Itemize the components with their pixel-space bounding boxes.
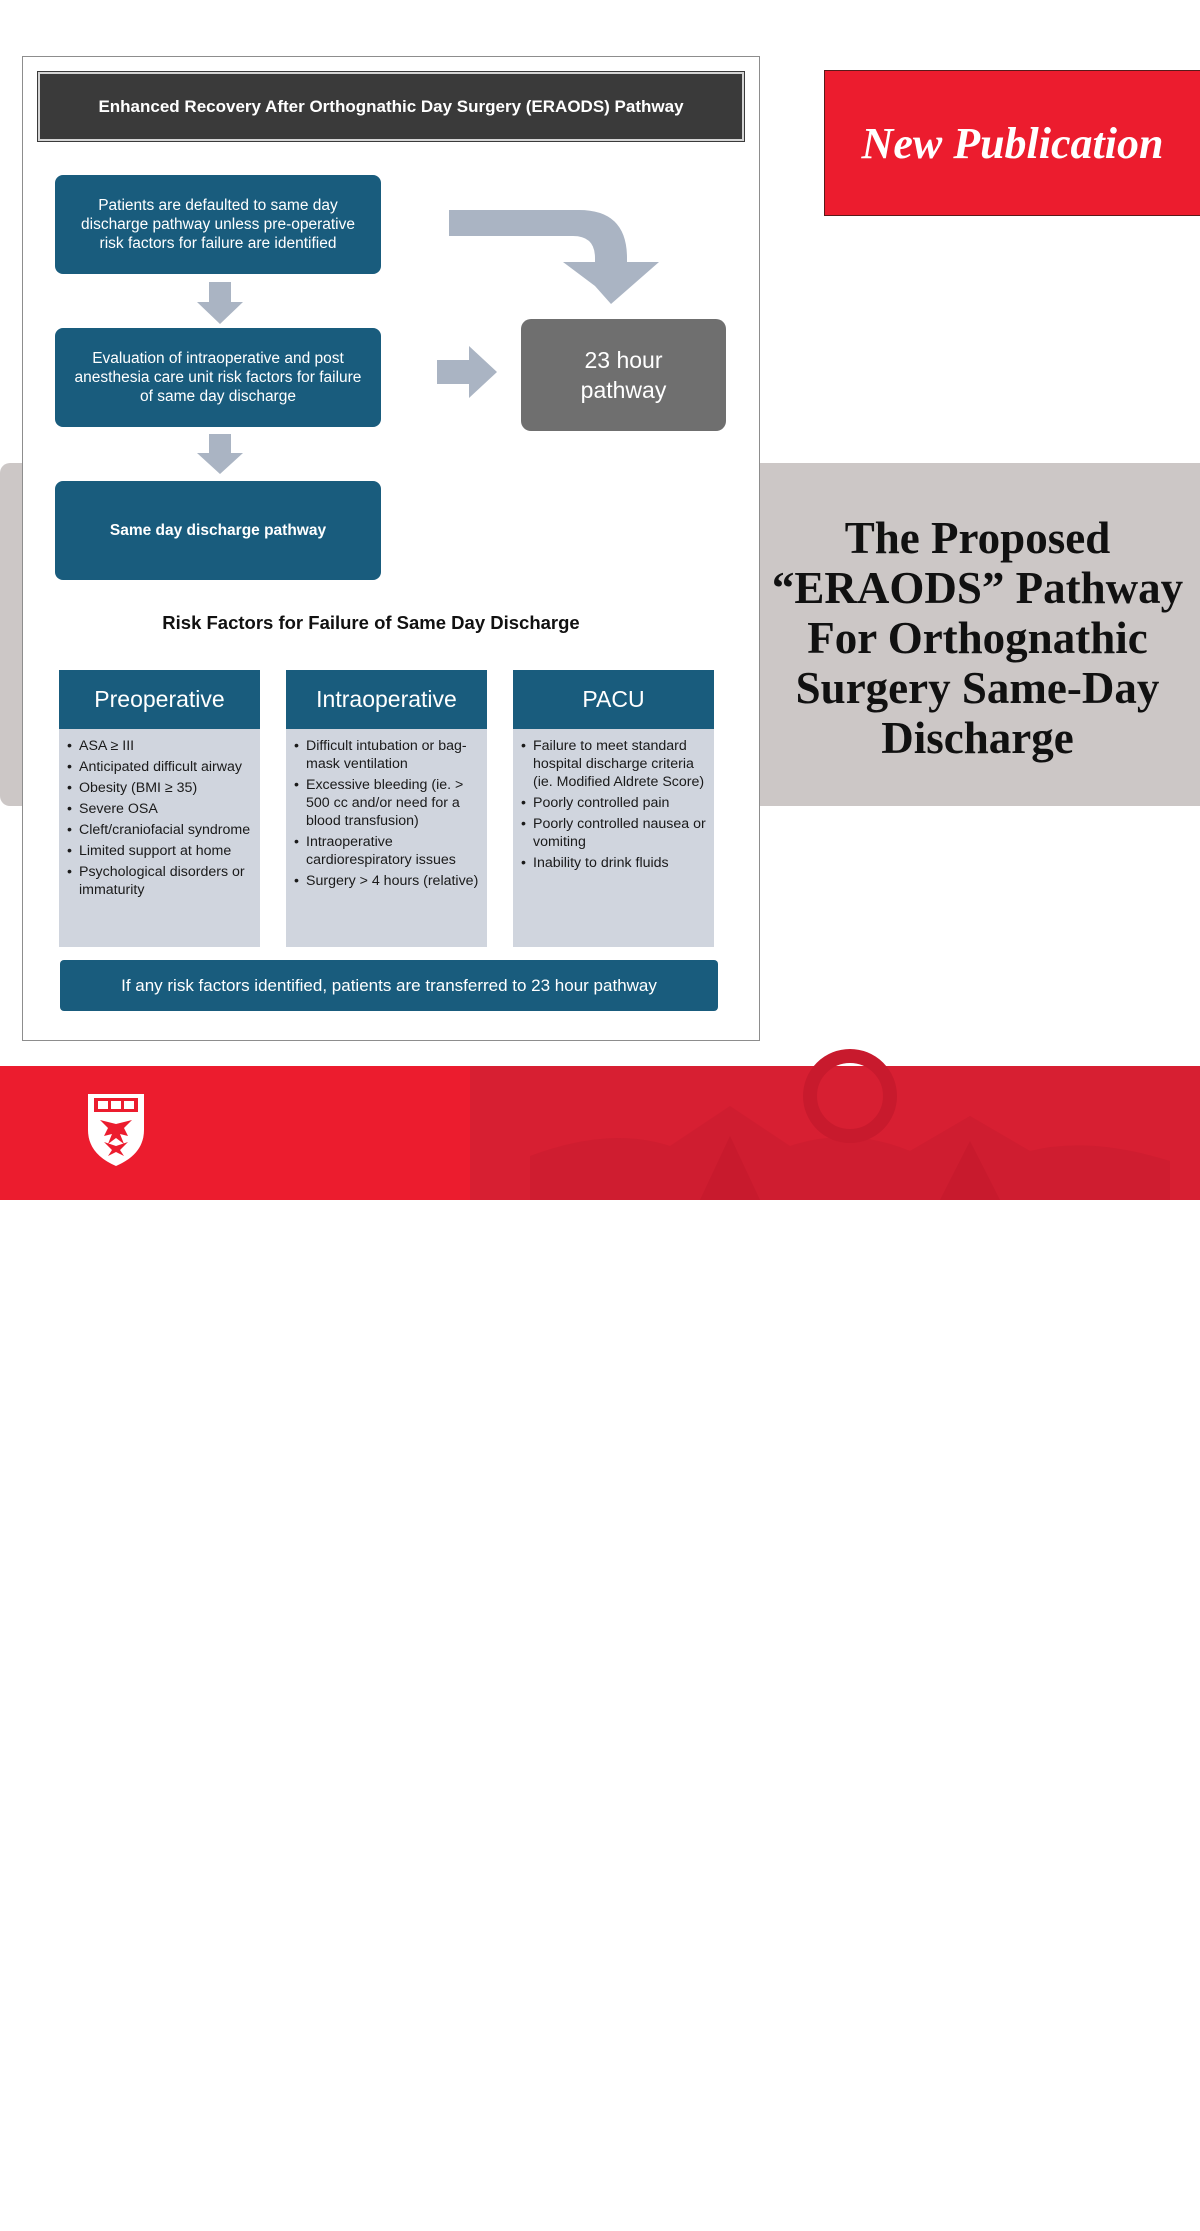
pathway-header: Enhanced Recovery After Orthognathic Day Surgery (ERAODS) Pathway [38,72,744,141]
arrow-right-icon [437,346,497,398]
new-publication-badge: New Publication [824,70,1200,216]
mcgill-shield-icon [86,1092,146,1168]
list-item: • Poorly controlled nausea or vomiting [533,815,706,851]
list-item: • Surgery > 4 hours (relative) [306,872,479,890]
footer-crown-watermark [470,1066,1200,1200]
column-body-preoperative [59,729,260,947]
column-heading-preoperative: Preoperative [59,670,260,729]
side-title: The Proposed “ERAODS” Pathway For Orthognathic Surgery Same-Day Discharge [771,513,1184,763]
flow-box-same-day-discharge: Same day discharge pathway [55,481,381,580]
list-item: • Severe OSA [79,800,252,818]
flow-box-evaluation: Evaluation of intraoperative and post anesthesia care unit risk factors for failure of same day discharge [55,328,381,427]
arrow-down-icon [195,434,245,474]
list-item: • Obesity (BMI ≥ 35) [79,779,252,797]
column-body-intraoperative [286,729,487,947]
column-heading-pacu: PACU [513,670,714,729]
flow-box-default-pathway: Patients are defaulted to same day discharge pathway unless pre-operative risk factors for failure are identified [55,175,381,274]
mcgill-wordmark: McGill [165,2162,339,2228]
column-heading-intraoperative: Intraoperative [286,670,487,729]
list-item: • Intraoperative cardiorespiratory issues [306,833,479,869]
list-item: • Difficult intubation or bag-mask ventilation [306,737,479,773]
list-item: • Cleft/craniofacial syndrome [79,821,252,839]
footer-bar [0,1066,1200,2228]
column-body-pacu [513,729,714,947]
list-item: • Psychological disorders or immaturity [79,863,252,899]
list-item: • Inability to drink fluids [533,854,706,872]
curved-arrow-icon [449,210,661,304]
list-item: • ASA ≥ III [79,737,252,755]
flow-box-23-hour-pathway: 23 hour pathway [521,319,726,431]
transfer-note-bar: If any risk factors identified, patients are transferred to 23 hour pathway [60,960,718,1011]
list-item: • Failure to meet standard hospital discharge criteria (ie. Modified Aldrete Score) [533,737,706,791]
list-item: • Excessive bleeding (ie. > 500 cc and/or need for a blood transfusion) [306,776,479,830]
list-item: • Anticipated difficult airway [79,758,252,776]
list-item: • Poorly controlled pain [533,794,706,812]
risk-factors-title: Risk Factors for Failure of Same Day Discharge [162,612,580,633]
arrow-down-icon [195,282,245,324]
list-item: • Limited support at home [79,842,252,860]
